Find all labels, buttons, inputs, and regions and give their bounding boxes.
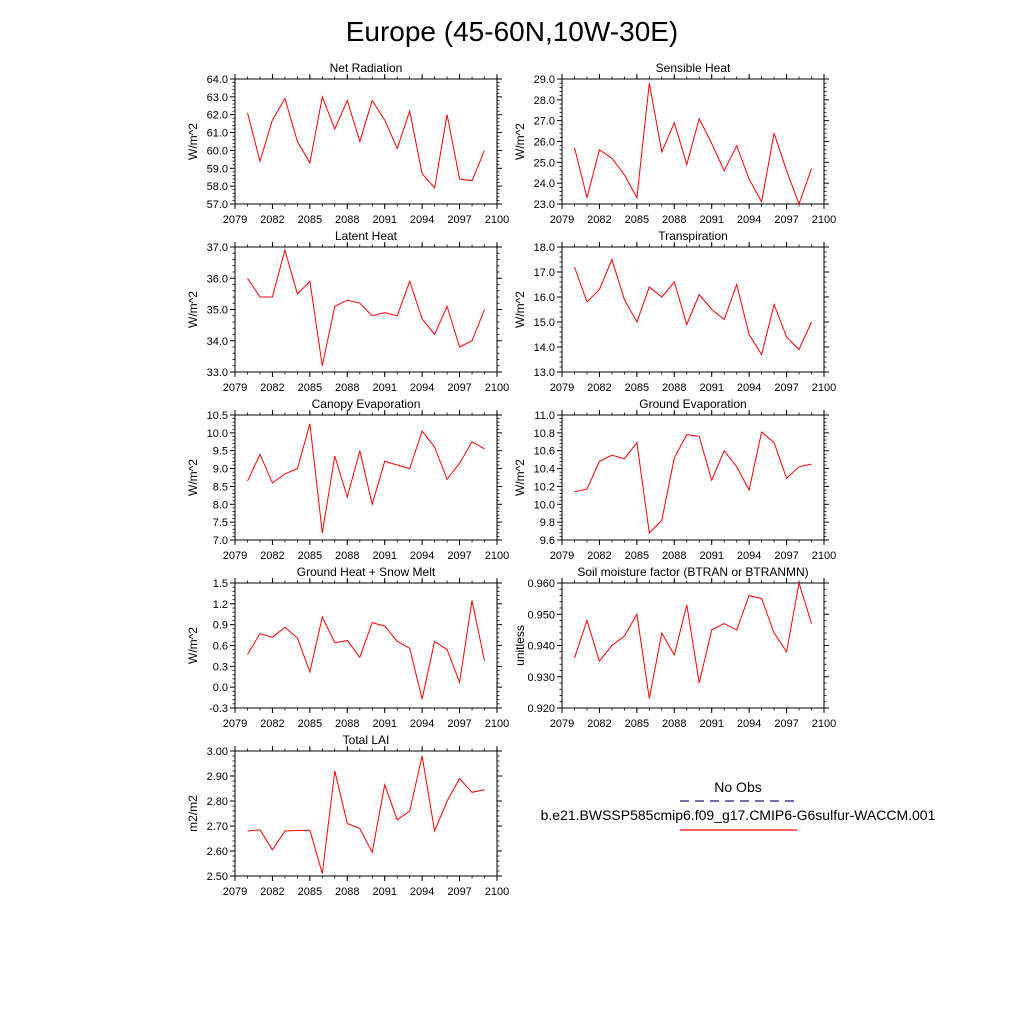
- canopy-evaporation-xtick-label: 2100: [484, 550, 510, 562]
- ground-evaporation-title: Ground Evaporation: [639, 397, 747, 411]
- latent-heat-ytick-label: 33.0: [206, 367, 228, 379]
- transpiration-title: Transpiration: [658, 229, 728, 243]
- total-lai-xtick-label: 2091: [372, 886, 397, 898]
- total-lai-xtick-label: 2085: [297, 886, 323, 898]
- transpiration-xtick-label: 2088: [662, 382, 687, 394]
- canopy-evaporation-ytick-label: 9.0: [212, 463, 228, 476]
- canopy-evaporation-ytick-label: 8.5: [212, 481, 228, 494]
- ground-heat-snow-melt-xtick-label: 2085: [297, 718, 323, 730]
- sensible-heat-xtick-label: 2094: [736, 214, 762, 226]
- net-radiation-ytick-label: 62.0: [206, 109, 228, 122]
- sensible-heat-ylabel: W/m^2: [513, 123, 527, 160]
- sensible-heat-xtick-label: 2100: [811, 214, 837, 226]
- canopy-evaporation-xtick-label: 2082: [260, 550, 285, 562]
- net-radiation-ytick-label: 63.0: [206, 91, 228, 104]
- legend-obs-label: No Obs: [714, 779, 762, 795]
- ground-heat-snow-melt-xtick-label: 2079: [222, 718, 248, 730]
- ground-heat-snow-melt-ylabel: W/m^2: [186, 627, 200, 664]
- latent-heat-xtick-label: 2100: [484, 382, 510, 394]
- canopy-evaporation-xtick-label: 2097: [447, 550, 472, 562]
- net-radiation-title: Net Radiation: [329, 61, 403, 75]
- total-lai-xtick-label: 2082: [260, 886, 285, 898]
- transpiration-ytick-label: 14.0: [533, 342, 555, 354]
- net-radiation-xtick-label: 2082: [260, 214, 285, 226]
- canopy-evaporation-ylabel: W/m^2: [186, 459, 200, 496]
- net-radiation-ytick-label: 58.0: [206, 181, 228, 194]
- net-radiation-xtick-label: 2100: [484, 214, 510, 226]
- ground-heat-snow-melt-ytick-label: 0.9: [212, 619, 228, 632]
- soil-moisture-factor-btran-or-btranmn-ylabel: unitless: [513, 625, 527, 666]
- sensible-heat-ytick-label: 27.0: [533, 115, 555, 128]
- canopy-evaporation-xtick-label: 2094: [409, 550, 435, 562]
- transpiration-xtick-label: 2091: [699, 382, 724, 394]
- soil-moisture-factor-btran-or-btranmn-ytick-label: 0.930: [527, 671, 555, 684]
- sensible-heat-ytick-label: 26.0: [533, 136, 555, 149]
- ground-evaporation-ytick-label: 10.0: [533, 499, 555, 512]
- net-radiation-xtick-label: 2085: [297, 214, 323, 226]
- sensible-heat-xtick-label: 2088: [662, 214, 687, 226]
- canopy-evaporation-xtick-label: 2091: [372, 550, 397, 562]
- ground-heat-snow-melt-xtick-label: 2091: [372, 718, 397, 730]
- ground-evaporation-xtick-label: 2088: [662, 550, 687, 562]
- transpiration-xtick-label: 2097: [774, 382, 799, 394]
- net-radiation-xtick-label: 2097: [447, 214, 472, 226]
- total-lai-ylabel: m2/m2: [186, 795, 200, 832]
- soil-moisture-factor-btran-or-btranmn-title: Soil moisture factor (BTRAN or BTRANMN): [577, 565, 809, 579]
- net-radiation-ytick-label: 59.0: [206, 163, 228, 176]
- ground-heat-snow-melt-xtick-label: 2088: [335, 718, 360, 730]
- total-lai-xtick-label: 2079: [222, 886, 248, 898]
- transpiration-xtick-label: 2085: [624, 382, 650, 394]
- soil-moisture-factor-btran-or-btranmn-xtick-label: 2082: [587, 718, 612, 730]
- transpiration-ytick-label: 17.0: [533, 267, 555, 279]
- total-lai-xtick-label: 2094: [409, 886, 435, 898]
- net-radiation-ytick-label: 57.0: [206, 199, 228, 211]
- latent-heat-ytick-label: 34.0: [206, 335, 228, 348]
- total-lai-ytick-label: 2.60: [206, 846, 228, 858]
- canopy-evaporation-ytick-label: 7.5: [212, 517, 228, 530]
- ground-heat-snow-melt-xtick-label: 2082: [260, 718, 285, 730]
- ground-evaporation-ylabel: W/m^2: [513, 459, 527, 496]
- latent-heat-ytick-label: 36.0: [206, 273, 228, 286]
- canopy-evaporation-ytick-label: 10.5: [206, 410, 228, 422]
- ground-evaporation-xtick-label: 2097: [774, 550, 799, 562]
- legend-case-label: b.e21.BWSSP585cmip6.f09_g17.CMIP6-G6sulfur-WACCM.001: [540, 807, 936, 823]
- sensible-heat-xtick-label: 2079: [549, 214, 575, 226]
- canopy-evaporation-xtick-label: 2085: [297, 550, 323, 562]
- ground-heat-snow-melt-xtick-label: 2100: [484, 718, 510, 730]
- net-radiation-xtick-label: 2088: [335, 214, 360, 226]
- total-lai-ytick-label: 2.90: [206, 771, 228, 783]
- canopy-evaporation-ytick-label: 8.0: [212, 499, 228, 512]
- net-radiation-xtick-label: 2094: [409, 214, 435, 226]
- ground-evaporation-xtick-label: 2082: [587, 550, 612, 562]
- total-lai-ytick-label: 2.50: [206, 871, 228, 883]
- ground-evaporation-xtick-label: 2100: [811, 550, 837, 562]
- latent-heat-xtick-label: 2082: [260, 382, 285, 394]
- total-lai-xtick-label: 2097: [447, 886, 472, 898]
- canopy-evaporation-xtick-label: 2088: [335, 550, 360, 562]
- ground-evaporation-xtick-label: 2091: [699, 550, 724, 562]
- sensible-heat-xtick-label: 2091: [699, 214, 724, 226]
- canopy-evaporation-xtick-label: 2079: [222, 550, 248, 562]
- ground-evaporation-ytick-label: 11.0: [534, 410, 555, 422]
- soil-moisture-factor-btran-or-btranmn-xtick-label: 2094: [736, 718, 762, 730]
- total-lai-ytick-label: 2.70: [206, 821, 228, 833]
- net-radiation-xtick-label: 2079: [222, 214, 248, 226]
- ground-heat-snow-melt-ytick-label: 0.0: [212, 682, 228, 695]
- sensible-heat-ytick-label: 23.0: [533, 199, 555, 211]
- ground-evaporation-ytick-label: 10.2: [533, 481, 555, 494]
- ground-heat-snow-melt-xtick-label: 2094: [409, 718, 435, 730]
- soil-moisture-factor-btran-or-btranmn-ytick-label: 0.920: [527, 703, 555, 715]
- canopy-evaporation-ytick-label: 9.5: [212, 445, 228, 458]
- sensible-heat-ytick-label: 29.0: [533, 74, 555, 86]
- transpiration-ylabel: W/m^2: [513, 291, 527, 328]
- total-lai-ytick-label: 3.00: [206, 746, 228, 758]
- transpiration-ytick-label: 18.0: [533, 242, 555, 254]
- canopy-evaporation-ytick-label: 10.0: [206, 427, 228, 440]
- latent-heat-xtick-label: 2094: [409, 382, 435, 394]
- ground-heat-snow-melt-xtick-label: 2097: [447, 718, 472, 730]
- soil-moisture-factor-btran-or-btranmn-xtick-label: 2091: [699, 718, 724, 730]
- ground-heat-snow-melt-ytick-label: 0.6: [212, 640, 228, 653]
- ground-evaporation-ytick-label: 10.8: [533, 427, 555, 440]
- ground-heat-snow-melt-ytick-label: -0.3: [209, 703, 228, 715]
- sensible-heat-xtick-label: 2085: [624, 214, 650, 226]
- ground-evaporation-ytick-label: 9.6: [539, 535, 555, 547]
- ground-heat-snow-melt-ytick-label: 1.2: [212, 598, 228, 611]
- latent-heat-xtick-label: 2088: [335, 382, 360, 394]
- latent-heat-ytick-label: 37.0: [206, 242, 228, 254]
- latent-heat-ylabel: W/m^2: [186, 291, 200, 328]
- latent-heat-ytick-label: 35.0: [206, 304, 228, 317]
- sensible-heat-title: Sensible Heat: [655, 61, 731, 75]
- soil-moisture-factor-btran-or-btranmn-xtick-label: 2100: [811, 718, 837, 730]
- net-radiation-xtick-label: 2091: [372, 214, 397, 226]
- sensible-heat-xtick-label: 2082: [587, 214, 612, 226]
- ground-evaporation-ytick-label: 9.8: [539, 517, 555, 530]
- sensible-heat-xtick-label: 2097: [774, 214, 799, 226]
- soil-moisture-factor-btran-or-btranmn-xtick-label: 2088: [662, 718, 687, 730]
- latent-heat-xtick-label: 2091: [372, 382, 397, 394]
- canopy-evaporation-ytick-label: 7.0: [212, 535, 228, 547]
- latent-heat-title: Latent Heat: [334, 229, 398, 243]
- ground-evaporation-ytick-label: 10.6: [533, 445, 555, 458]
- ground-heat-snow-melt-ytick-label: 1.5: [212, 578, 228, 590]
- net-radiation-ytick-label: 60.0: [206, 145, 228, 158]
- sensible-heat-ytick-label: 25.0: [533, 157, 555, 170]
- net-radiation-ytick-label: 64.0: [206, 74, 228, 86]
- ground-evaporation-xtick-label: 2079: [549, 550, 575, 562]
- soil-moisture-factor-btran-or-btranmn-xtick-label: 2079: [549, 718, 575, 730]
- total-lai-ytick-label: 2.80: [206, 796, 228, 808]
- transpiration-xtick-label: 2082: [587, 382, 612, 394]
- ground-heat-snow-melt-title: Ground Heat + Snow Melt: [296, 565, 436, 579]
- net-radiation-ytick-label: 61.0: [206, 127, 228, 140]
- latent-heat-xtick-label: 2085: [297, 382, 323, 394]
- ground-evaporation-xtick-label: 2085: [624, 550, 650, 562]
- transpiration-ytick-label: 15.0: [533, 317, 555, 329]
- ground-evaporation-ytick-label: 10.4: [533, 463, 555, 476]
- total-lai-xtick-label: 2088: [335, 886, 360, 898]
- transpiration-xtick-label: 2094: [736, 382, 762, 394]
- total-lai-title: Total LAI: [342, 733, 390, 747]
- ground-heat-snow-melt-ytick-label: 0.3: [212, 661, 228, 674]
- soil-moisture-factor-btran-or-btranmn-xtick-label: 2097: [774, 718, 799, 730]
- soil-moisture-factor-btran-or-btranmn-ytick-label: 0.940: [527, 640, 555, 653]
- soil-moisture-factor-btran-or-btranmn-ytick-label: 0.950: [527, 609, 555, 622]
- total-lai-xtick-label: 2100: [484, 886, 510, 898]
- ground-evaporation-xtick-label: 2094: [736, 550, 762, 562]
- transpiration-ytick-label: 16.0: [533, 292, 555, 304]
- net-radiation-ylabel: W/m^2: [186, 123, 200, 160]
- main-title: Europe (45-60N,10W-30E): [345, 16, 679, 47]
- sensible-heat-ytick-label: 24.0: [533, 178, 555, 191]
- sensible-heat-ytick-label: 28.0: [533, 94, 555, 107]
- transpiration-xtick-label: 2079: [549, 382, 575, 394]
- soil-moisture-factor-btran-or-btranmn-ytick-label: 0.960: [527, 578, 555, 590]
- soil-moisture-factor-btran-or-btranmn-xtick-label: 2085: [624, 718, 650, 730]
- transpiration-xtick-label: 2100: [811, 382, 837, 394]
- latent-heat-xtick-label: 2097: [447, 382, 472, 394]
- canopy-evaporation-title: Canopy Evaporation: [311, 397, 421, 411]
- transpiration-ytick-label: 13.0: [533, 367, 555, 379]
- latent-heat-xtick-label: 2079: [222, 382, 248, 394]
